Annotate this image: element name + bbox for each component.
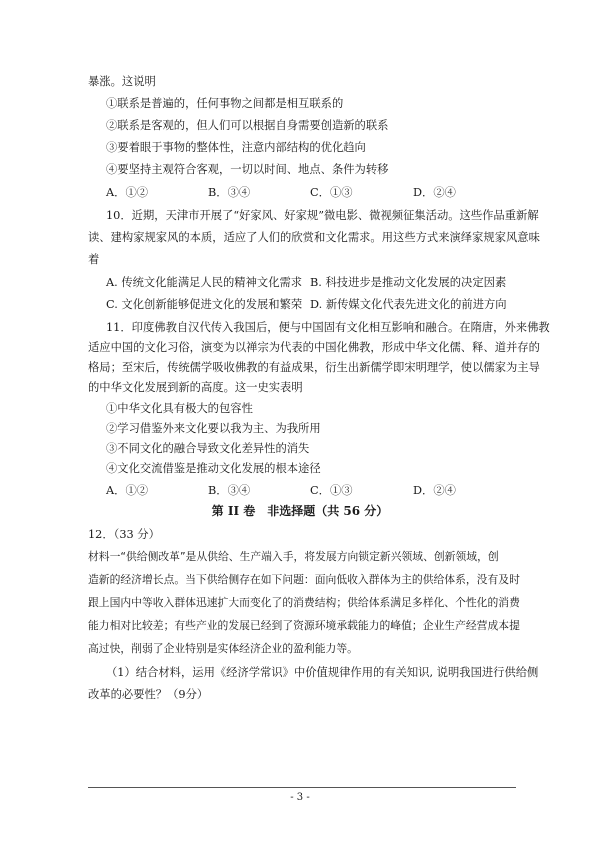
q10-option-b: B. 科技进步是推动文化发展的决定因素 [310,276,507,289]
q10-stem-line-2: 读、建构家规家风的本质，适应了人们的欣赏和文化需求。用这些方式来演绎家规家风意味 [88,231,540,244]
q10-option-a: A. 传统文化能满足人民的精神文化需求 [106,276,303,289]
q11-stmt-4: ④文化交流借鉴是推动文化发展的根本途径 [106,462,321,475]
q12-material-line-4: 能力相对比较差；有些产业的发展已经到了资源环境承载能力的峰值；企业生产经营成本提 [88,619,520,632]
q10-option-c: C. 文化创新能够促进文化的发展和繁荣 [106,298,303,311]
q9-option-a: A．①② [106,186,149,199]
page-number: - 3 - [290,792,310,803]
q11-stem-line-4: 的中华文化发展到新的高度。这一史实表明 [88,381,303,394]
q12-material-line-3: 跟上国内中等收入群体迅速扩大而变化了的消费结构；供给体系满足多样化、个性化的消费 [88,596,520,609]
q9-statement-2: ②联系是客观的，但人们可以根据自身需要创造新的联系 [106,119,389,132]
q9-option-c: C．①③ [310,186,353,199]
q12-subquestion-1-line-2: 改革的必要性？（9分） [88,688,209,701]
q12-material-line-5: 高过快，削弱了企业特别是实体经济企业的盈利能力等。 [88,642,358,655]
q11-stem-line-1: 11．印度佛教自汉代传入我国后，便与中国固有文化相互影响和融合。在隋唐，外来佛教 [106,321,550,334]
q12-heading: 12．（33 分） [88,528,160,541]
q9-stem-continuation: 暴涨。这说明 [88,75,156,88]
q12-material-line-1: 材料一“供给侧改革”是从供给、生产端入手，将发展方向锁定新兴领域、创新领域，创 [88,550,499,563]
q10-stem-line-1: 10．近期，天津市开展了“好家风、好家规”微电影、微视频征集活动。这些作品重新解 [106,209,539,222]
q11-option-d: D．②④ [413,484,456,497]
q9-statement-4: ④要坚持主观符合客观，一切以时间、地点、条件为转移 [106,163,389,176]
q11-stmt-3: ③不同文化的融合导致文化差异性的消失 [106,442,310,455]
section-title: 第 II 卷 非选择题（共 56 分） [211,504,389,518]
q9-option-b: B．③④ [208,186,251,199]
q11-stem-line-2: 适应中国的文化习俗，演变为以禅宗为代表的中国化佛教，形成中华文化儒、释、道并存的 [88,341,540,354]
q11-option-c: C．①③ [310,484,353,497]
q12-material-line-2: 造新的经济增长点。当下供给侧存在如下问题：面向低收入群体为主的供给体系，没有及时 [88,573,520,586]
q12-subquestion-1-line-1: （1）结合材料，运用《经济学常识》中价值规律作用的有关知识, 说明我国进行供给侧 [106,666,539,679]
q11-stmt-1: ①中华文化具有极大的包容性 [106,402,253,415]
q10-stem-line-3: 着 [88,253,100,266]
q9-statement-3: ③要着眼于事物的整体性，注意内部结构的优化趋向 [106,141,366,154]
q11-stem-line-3: 格局；至宋后，传统儒学吸收佛教的有益成果，衍生出新儒学即宋明理学，使以儒家为主导 [88,361,540,374]
q11-option-a: A．①② [106,484,149,497]
q11-option-b: B．③④ [208,484,251,497]
q10-option-d: D. 新传媒文化代表先进文化的前进方向 [310,298,507,311]
q11-stmt-2: ②学习借鉴外来文化要以我为主、为我所用 [106,422,321,435]
q9-statement-1: ①联系是普遍的，任何事物之间都是相互联系的 [106,97,344,110]
q9-option-d: D．②④ [413,186,456,199]
footer-divider [88,787,516,788]
